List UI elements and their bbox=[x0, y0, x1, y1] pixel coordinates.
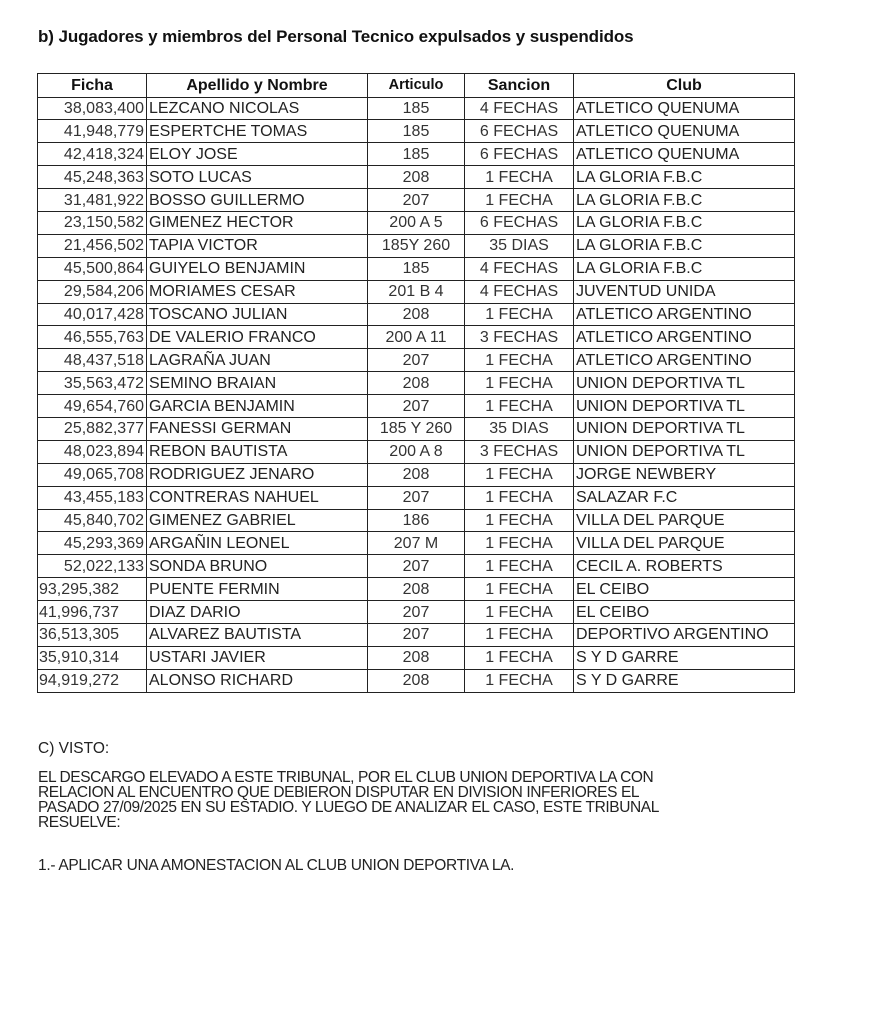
sancion-cell: 4 FECHAS bbox=[465, 257, 574, 280]
articulo-cell: 207 bbox=[368, 395, 465, 418]
table-row bbox=[38, 532, 795, 555]
nombre-cell: ELOY JOSE bbox=[147, 143, 368, 166]
ficha-cell: 48,437,518 bbox=[38, 349, 147, 372]
nombre-cell: GARCIA BENJAMIN bbox=[147, 395, 368, 418]
articulo-cell: 200 A 11 bbox=[368, 326, 465, 349]
nombre-cell: GUIYELO BENJAMIN bbox=[147, 257, 368, 280]
table-row bbox=[38, 486, 795, 509]
sancion-cell: 1 FECHA bbox=[465, 486, 574, 509]
articulo-cell: 185 bbox=[368, 143, 465, 166]
club-cell: UNION DEPORTIVA TL bbox=[574, 417, 795, 440]
ficha-cell: 23,150,582 bbox=[38, 211, 147, 234]
ficha-cell: 45,840,702 bbox=[38, 509, 147, 532]
sancion-cell: 6 FECHAS bbox=[465, 143, 574, 166]
club-cell: VILLA DEL PARQUE bbox=[574, 509, 795, 532]
paragraph-line: EL DESCARGO ELEVADO A ESTE TRIBUNAL, POR EL CLUB UNION DEPORTIVA LA CON bbox=[38, 769, 654, 786]
sancion-cell: 1 FECHA bbox=[465, 646, 574, 669]
articulo-cell: 207 M bbox=[368, 532, 465, 555]
articulo-cell: 200 A 5 bbox=[368, 211, 465, 234]
articulo-cell: 207 bbox=[368, 555, 465, 578]
articulo-cell: 208 bbox=[368, 646, 465, 669]
table-row bbox=[38, 669, 795, 692]
nombre-cell: RODRIGUEZ JENARO bbox=[147, 463, 368, 486]
articulo-cell: 186 bbox=[368, 509, 465, 532]
sancion-cell: 4 FECHAS bbox=[465, 97, 574, 120]
table-row bbox=[38, 211, 795, 234]
articulo-cell: 200 A 8 bbox=[368, 440, 465, 463]
club-cell: UNION DEPORTIVA TL bbox=[574, 372, 795, 395]
nombre-cell: SEMINO BRAIAN bbox=[147, 372, 368, 395]
ficha-cell: 35,563,472 bbox=[38, 372, 147, 395]
sancion-cell: 1 FECHA bbox=[465, 372, 574, 395]
nombre-cell: ALVAREZ BAUTISTA bbox=[147, 623, 368, 646]
table-header-row bbox=[38, 74, 795, 98]
club-cell: ATLETICO ARGENTINO bbox=[574, 303, 795, 326]
nombre-cell: TOSCANO JULIAN bbox=[147, 303, 368, 326]
sancion-cell: 1 FECHA bbox=[465, 166, 574, 189]
header-ficha: Ficha bbox=[38, 74, 147, 98]
club-cell: LA GLORIA F.B.C bbox=[574, 166, 795, 189]
articulo-cell: 185 bbox=[368, 257, 465, 280]
nombre-cell: SOTO LUCAS bbox=[147, 166, 368, 189]
header-apellido-nombre: Apellido y Nombre bbox=[147, 74, 368, 98]
visto-paragraph bbox=[38, 770, 788, 830]
ficha-cell: 21,456,502 bbox=[38, 234, 147, 257]
nombre-cell: REBON BAUTISTA bbox=[147, 440, 368, 463]
nombre-cell: BOSSO GUILLERMO bbox=[147, 189, 368, 212]
club-cell: VILLA DEL PARQUE bbox=[574, 532, 795, 555]
articulo-cell: 208 bbox=[368, 303, 465, 326]
club-cell: ATLETICO ARGENTINO bbox=[574, 326, 795, 349]
ficha-cell: 41,996,737 bbox=[38, 601, 147, 624]
club-cell: LA GLORIA F.B.C bbox=[574, 234, 795, 257]
articulo-cell: 208 bbox=[368, 372, 465, 395]
ficha-cell: 49,654,760 bbox=[38, 395, 147, 418]
table-row bbox=[38, 509, 795, 532]
club-cell: LA GLORIA F.B.C bbox=[574, 257, 795, 280]
header-sancion: Sancion bbox=[465, 74, 574, 98]
club-cell: ATLETICO ARGENTINO bbox=[574, 349, 795, 372]
club-cell: DEPORTIVO ARGENTINO bbox=[574, 623, 795, 646]
ficha-cell: 38,083,400 bbox=[38, 97, 147, 120]
club-cell: LA GLORIA F.B.C bbox=[574, 211, 795, 234]
ficha-cell: 46,555,763 bbox=[38, 326, 147, 349]
table-row bbox=[38, 601, 795, 624]
club-cell: UNION DEPORTIVA TL bbox=[574, 440, 795, 463]
articulo-cell: 208 bbox=[368, 166, 465, 189]
articulo-cell: 207 bbox=[368, 601, 465, 624]
club-cell: JORGE NEWBERY bbox=[574, 463, 795, 486]
sancion-cell: 1 FECHA bbox=[465, 189, 574, 212]
sancion-cell: 1 FECHA bbox=[465, 509, 574, 532]
club-cell: ATLETICO QUENUMA bbox=[574, 143, 795, 166]
ficha-cell: 42,418,324 bbox=[38, 143, 147, 166]
table-row bbox=[38, 234, 795, 257]
articulo-cell: 185 Y 260 bbox=[368, 417, 465, 440]
articulo-cell: 185 bbox=[368, 120, 465, 143]
table-row bbox=[38, 97, 795, 120]
sanctions-table bbox=[37, 73, 795, 693]
table-row bbox=[38, 349, 795, 372]
nombre-cell: FANESSI GERMAN bbox=[147, 417, 368, 440]
table-row bbox=[38, 555, 795, 578]
articulo-cell: 185Y 260 bbox=[368, 234, 465, 257]
table-row bbox=[38, 120, 795, 143]
nombre-cell: ALONSO RICHARD bbox=[147, 669, 368, 692]
sancion-cell: 3 FECHAS bbox=[465, 326, 574, 349]
club-cell: ATLETICO QUENUMA bbox=[574, 97, 795, 120]
table-row bbox=[38, 326, 795, 349]
sancion-cell: 1 FECHA bbox=[465, 303, 574, 326]
table-row bbox=[38, 623, 795, 646]
nombre-cell: LEZCANO NICOLAS bbox=[147, 97, 368, 120]
sancion-cell: 6 FECHAS bbox=[465, 120, 574, 143]
paragraph-line: RELACION AL ENCUENTRO QUE DEBIERON DISPUTAR EN DIVISION INFERIORES EL bbox=[38, 784, 640, 801]
nombre-cell: PUENTE FERMIN bbox=[147, 578, 368, 601]
sancion-cell: 35 DIAS bbox=[465, 417, 574, 440]
ficha-cell: 25,882,377 bbox=[38, 417, 147, 440]
table-row bbox=[38, 166, 795, 189]
header-articulo: Articulo bbox=[368, 74, 465, 98]
nombre-cell: GIMENEZ HECTOR bbox=[147, 211, 368, 234]
articulo-cell: 208 bbox=[368, 669, 465, 692]
club-cell: UNION DEPORTIVA TL bbox=[574, 395, 795, 418]
ficha-cell: 43,455,183 bbox=[38, 486, 147, 509]
table-body bbox=[38, 97, 795, 692]
nombre-cell: ESPERTCHE TOMAS bbox=[147, 120, 368, 143]
table-row bbox=[38, 646, 795, 669]
ficha-cell: 35,910,314 bbox=[38, 646, 147, 669]
club-cell: EL CEIBO bbox=[574, 578, 795, 601]
articulo-cell: 208 bbox=[368, 578, 465, 601]
ficha-cell: 40,017,428 bbox=[38, 303, 147, 326]
sancion-cell: 1 FECHA bbox=[465, 532, 574, 555]
articulo-cell: 185 bbox=[368, 97, 465, 120]
ficha-cell: 49,065,708 bbox=[38, 463, 147, 486]
club-cell: S Y D GARRE bbox=[574, 669, 795, 692]
articulo-cell: 201 B 4 bbox=[368, 280, 465, 303]
club-cell: JUVENTUD UNIDA bbox=[574, 280, 795, 303]
ficha-cell: 41,948,779 bbox=[38, 120, 147, 143]
table-row bbox=[38, 189, 795, 212]
ficha-cell: 45,500,864 bbox=[38, 257, 147, 280]
table-row bbox=[38, 280, 795, 303]
sancion-cell: 1 FECHA bbox=[465, 623, 574, 646]
club-cell: EL CEIBO bbox=[574, 601, 795, 624]
nombre-cell: CONTRERAS NAHUEL bbox=[147, 486, 368, 509]
ficha-cell: 52,022,133 bbox=[38, 555, 147, 578]
ficha-cell: 45,248,363 bbox=[38, 166, 147, 189]
club-cell: SALAZAR F.C bbox=[574, 486, 795, 509]
section-c-title: C) VISTO: bbox=[38, 740, 110, 757]
sancion-cell: 1 FECHA bbox=[465, 349, 574, 372]
table-row bbox=[38, 578, 795, 601]
nombre-cell: LAGRAÑA JUAN bbox=[147, 349, 368, 372]
sancion-cell: 3 FECHAS bbox=[465, 440, 574, 463]
sancion-cell: 1 FECHA bbox=[465, 555, 574, 578]
paragraph-line: RESUELVE: bbox=[38, 814, 121, 831]
sancion-cell: 1 FECHA bbox=[465, 601, 574, 624]
table-row bbox=[38, 395, 795, 418]
articulo-cell: 207 bbox=[368, 486, 465, 509]
nombre-cell: DE VALERIO FRANCO bbox=[147, 326, 368, 349]
ficha-cell: 93,295,382 bbox=[38, 578, 147, 601]
nombre-cell: DIAZ DARIO bbox=[147, 601, 368, 624]
nombre-cell: MORIAMES CESAR bbox=[147, 280, 368, 303]
nombre-cell: SONDA BRUNO bbox=[147, 555, 368, 578]
table-row bbox=[38, 372, 795, 395]
ficha-cell: 36,513,305 bbox=[38, 623, 147, 646]
sancion-cell: 35 DIAS bbox=[465, 234, 574, 257]
sancion-cell: 1 FECHA bbox=[465, 669, 574, 692]
table-row bbox=[38, 143, 795, 166]
articulo-cell: 207 bbox=[368, 623, 465, 646]
nombre-cell: ARGAÑIN LEONEL bbox=[147, 532, 368, 555]
ficha-cell: 45,293,369 bbox=[38, 532, 147, 555]
table-row bbox=[38, 303, 795, 326]
sancion-cell: 6 FECHAS bbox=[465, 211, 574, 234]
club-cell: ATLETICO QUENUMA bbox=[574, 120, 795, 143]
sancion-cell: 4 FECHAS bbox=[465, 280, 574, 303]
header-club: Club bbox=[574, 74, 795, 98]
resolution-item: 1.- APLICAR UNA AMONESTACION AL CLUB UNION DEPORTIVA LA. bbox=[38, 857, 515, 874]
articulo-cell: 208 bbox=[368, 463, 465, 486]
articulo-cell: 207 bbox=[368, 349, 465, 372]
sancion-cell: 1 FECHA bbox=[465, 578, 574, 601]
ficha-cell: 31,481,922 bbox=[38, 189, 147, 212]
club-cell: CECIL A. ROBERTS bbox=[574, 555, 795, 578]
table-row bbox=[38, 257, 795, 280]
nombre-cell: USTARI JAVIER bbox=[147, 646, 368, 669]
table-row bbox=[38, 440, 795, 463]
club-cell: LA GLORIA F.B.C bbox=[574, 189, 795, 212]
nombre-cell: TAPIA VICTOR bbox=[147, 234, 368, 257]
club-cell: S Y D GARRE bbox=[574, 646, 795, 669]
sancion-cell: 1 FECHA bbox=[465, 463, 574, 486]
table-row bbox=[38, 463, 795, 486]
table-row bbox=[38, 417, 795, 440]
section-b-title: b) Jugadores y miembros del Personal Tecnico expulsados y suspendidos bbox=[38, 27, 634, 46]
ficha-cell: 29,584,206 bbox=[38, 280, 147, 303]
sancion-cell: 1 FECHA bbox=[465, 395, 574, 418]
ficha-cell: 94,919,272 bbox=[38, 669, 147, 692]
nombre-cell: GIMENEZ GABRIEL bbox=[147, 509, 368, 532]
ficha-cell: 48,023,894 bbox=[38, 440, 147, 463]
articulo-cell: 207 bbox=[368, 189, 465, 212]
paragraph-line: PASADO 27/09/2025 EN SU ESTADIO. Y LUEGO DE ANALIZAR EL CASO, ESTE TRIBUNAL bbox=[38, 799, 659, 816]
